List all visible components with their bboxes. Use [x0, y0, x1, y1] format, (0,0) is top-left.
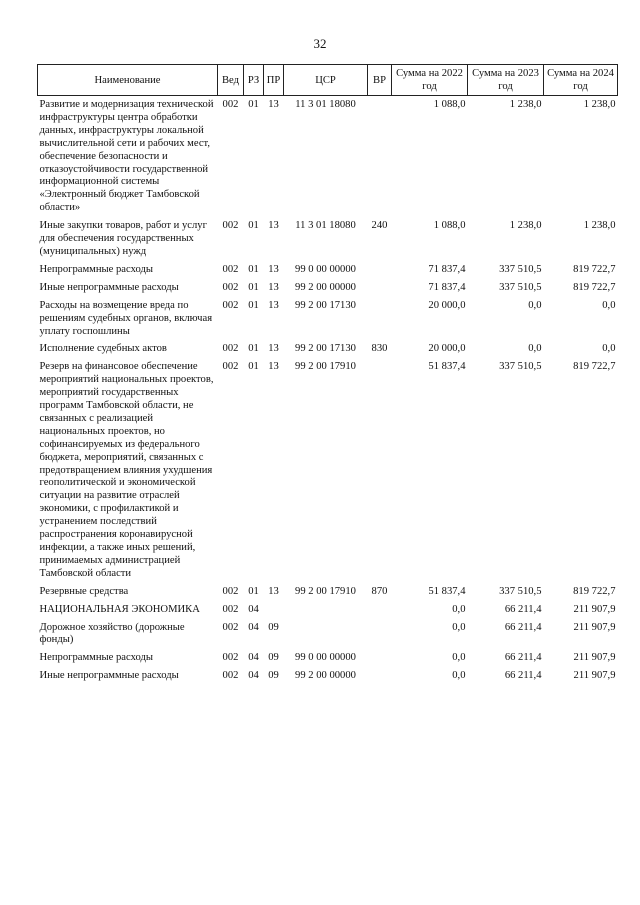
header-ved: Вед [218, 65, 244, 96]
row-sum-2022: 0,0 [452, 621, 466, 633]
header-name: Наименование [38, 65, 218, 96]
row-sum-2024: 1 238,0 [583, 99, 616, 110]
row-sum-2023: 337 510,5 [499, 585, 542, 597]
page-number: 32 [313, 36, 327, 51]
row-rz: 01 [248, 585, 259, 597]
row-vr [368, 264, 392, 282]
row-sum-2024: 0,0 [602, 299, 616, 311]
row-vr [368, 670, 392, 688]
row-name: Расходы на возмещение вреда по решениям судебных органов, включая уплату госпошлины [39, 299, 213, 337]
row-csr: 99 2 00 00000 [295, 281, 356, 293]
row-name: Иные непрограммные расходы [39, 670, 179, 682]
row-ved: 002 [222, 263, 239, 275]
row-vr [368, 604, 392, 622]
row-csr: 99 2 00 00000 [295, 670, 356, 682]
row-sum-2023: 1 238,0 [509, 99, 542, 110]
row-vr [368, 361, 392, 585]
row-sum-2022: 0,0 [452, 603, 466, 615]
row-ved: 002 [222, 652, 239, 664]
table-row [38, 220, 618, 264]
row-rz: 01 [248, 263, 259, 275]
row-rz: 01 [248, 99, 259, 110]
row-vr [368, 96, 392, 221]
row-sum-2024: 211 907,9 [573, 670, 616, 682]
row-pr: 13 [268, 299, 279, 311]
row-csr: 99 2 00 17130 [295, 343, 356, 355]
row-rz: 04 [248, 670, 259, 682]
row-sum-2023: 66 211,4 [504, 670, 542, 682]
table-row [38, 586, 618, 604]
header-pr: ПР [264, 65, 284, 96]
row-pr: 13 [268, 220, 279, 232]
row-name: Иные закупки товаров, работ и услуг для обеспечения государственных (муниципальных) нужд [39, 220, 207, 257]
row-rz: 01 [248, 299, 259, 311]
row-csr: 99 2 00 17910 [295, 585, 356, 597]
row-sum-2024: 1 238,0 [583, 220, 616, 232]
row-sum-2022: 20 000,0 [428, 343, 466, 355]
row-ved: 002 [222, 99, 239, 110]
row-csr: 99 0 00 00000 [295, 652, 356, 664]
table-row [38, 652, 618, 670]
row-pr: 13 [268, 281, 279, 293]
row-sum-2024: 819 722,7 [573, 263, 616, 275]
row-ved: 002 [222, 361, 239, 373]
row-vr [368, 300, 392, 344]
table-row [38, 604, 618, 622]
row-name: Развитие и модернизация технической инфраструктуры центра обработки данных, инфраструктуры локальной вычислительной сети и рабочих мест, обеспечение безопасности и отказоустойчивости государственной информационной системы «Электронный бюджет Тамбовской области» [39, 99, 214, 214]
row-vr: 830 [371, 343, 388, 355]
row-sum-2023: 0,0 [528, 299, 542, 311]
table-row [38, 622, 618, 653]
row-pr: 13 [268, 361, 279, 373]
row-rz: 04 [248, 652, 259, 664]
table-row [38, 282, 618, 300]
row-pr: 09 [268, 652, 279, 664]
row-sum-2024: 0,0 [602, 343, 616, 355]
row-csr: 99 0 00 00000 [295, 263, 356, 275]
row-sum-2024: 211 907,9 [573, 621, 616, 633]
row-sum-2022: 71 837,4 [428, 263, 466, 275]
row-name: Исполнение судебных актов [39, 343, 167, 355]
row-sum-2024: 211 907,9 [573, 603, 616, 615]
row-pr: 13 [268, 99, 279, 110]
table-row [38, 300, 618, 344]
row-sum-2022: 0,0 [452, 670, 466, 682]
row-csr [284, 604, 368, 622]
header-csr: ЦСР [284, 65, 368, 96]
row-name: Резервные средства [39, 585, 129, 597]
row-sum-2023: 66 211,4 [504, 621, 542, 633]
row-sum-2022: 20 000,0 [428, 299, 466, 311]
header-vr: ВР [368, 65, 392, 96]
row-pr: 13 [268, 343, 279, 355]
row-sum-2022: 1 088,0 [433, 220, 466, 232]
row-sum-2022: 1 088,0 [433, 99, 466, 110]
row-sum-2023: 1 238,0 [509, 220, 542, 232]
row-ved: 002 [222, 281, 239, 293]
row-name: Непрограммные расходы [39, 263, 153, 275]
row-csr: 11 3 01 18080 [295, 220, 356, 232]
row-sum-2023: 66 211,4 [504, 652, 542, 664]
row-pr: 13 [268, 263, 279, 275]
row-name: Непрограммные расходы [39, 652, 153, 664]
row-sum-2024: 211 907,9 [573, 652, 616, 664]
header-sum-2022: Сумма на 2022 год [392, 65, 468, 96]
row-vr [368, 622, 392, 653]
row-vr [368, 282, 392, 300]
row-ved: 002 [222, 299, 239, 311]
table-row [38, 361, 618, 585]
row-sum-2023: 337 510,5 [499, 361, 542, 373]
table-row [38, 343, 618, 361]
table-row [38, 264, 618, 282]
row-pr: 13 [268, 585, 279, 597]
row-sum-2023: 337 510,5 [499, 263, 542, 275]
row-sum-2024: 819 722,7 [573, 361, 616, 373]
row-name: Дорожное хозяйство (дорожные фонды) [39, 621, 185, 646]
row-rz: 01 [248, 343, 259, 355]
row-sum-2023: 66 211,4 [504, 603, 542, 615]
row-csr: 11 3 01 18080 [295, 99, 356, 110]
row-sum-2022: 71 837,4 [428, 281, 466, 293]
row-name: Иные непрограммные расходы [39, 281, 179, 293]
row-name: НАЦИОНАЛЬНАЯ ЭКОНОМИКА [39, 603, 200, 615]
row-ved: 002 [222, 603, 239, 615]
budget-table [37, 64, 618, 688]
row-sum-2024: 819 722,7 [573, 585, 616, 597]
row-ved: 002 [222, 220, 239, 232]
row-ved: 002 [222, 670, 239, 682]
row-sum-2023: 337 510,5 [499, 281, 542, 293]
header-sum-2024: Сумма на 2024 год [544, 65, 618, 96]
table-row [38, 96, 618, 221]
row-pr [264, 604, 284, 622]
row-sum-2022: 51 837,4 [428, 361, 466, 373]
row-vr [368, 652, 392, 670]
row-sum-2024: 819 722,7 [573, 281, 616, 293]
row-vr: 870 [371, 585, 388, 597]
row-pr: 09 [268, 621, 279, 633]
row-rz: 01 [248, 220, 259, 232]
row-pr: 09 [268, 670, 279, 682]
header-rz: РЗ [244, 65, 264, 96]
row-name: Резерв на финансовое обеспечение мероприятий национальных проектов, мероприятий государственных программ Тамбовской области, не связанных с реализацией национальных проектов, но софинансируемых из федерального бюджета, мероприятий, связанных с предотвращением влияния ухудшения геополитической и экономической ситуации на развитие отраслей экономики, с профилактикой и устранением последствий распространения коронавирусной инфекции, а также иных решений, принимаемых администрацией Тамбовской области [39, 361, 214, 579]
row-rz: 04 [248, 603, 259, 615]
row-sum-2023: 0,0 [528, 343, 542, 355]
header-sum-2023: Сумма на 2023 год [468, 65, 544, 96]
row-sum-2022: 51 837,4 [428, 585, 466, 597]
row-rz: 01 [248, 361, 259, 373]
row-csr: 99 2 00 17910 [295, 361, 356, 373]
row-rz: 04 [248, 621, 259, 633]
row-ved: 002 [222, 343, 239, 355]
row-rz: 01 [248, 281, 259, 293]
table-header-row [38, 65, 618, 96]
row-ved: 002 [222, 621, 239, 633]
row-csr: 99 2 00 17130 [295, 299, 356, 311]
row-ved: 002 [222, 585, 239, 597]
row-sum-2022: 0,0 [452, 652, 466, 664]
table-row [38, 670, 618, 688]
row-csr [284, 622, 368, 653]
row-vr: 240 [371, 220, 388, 232]
